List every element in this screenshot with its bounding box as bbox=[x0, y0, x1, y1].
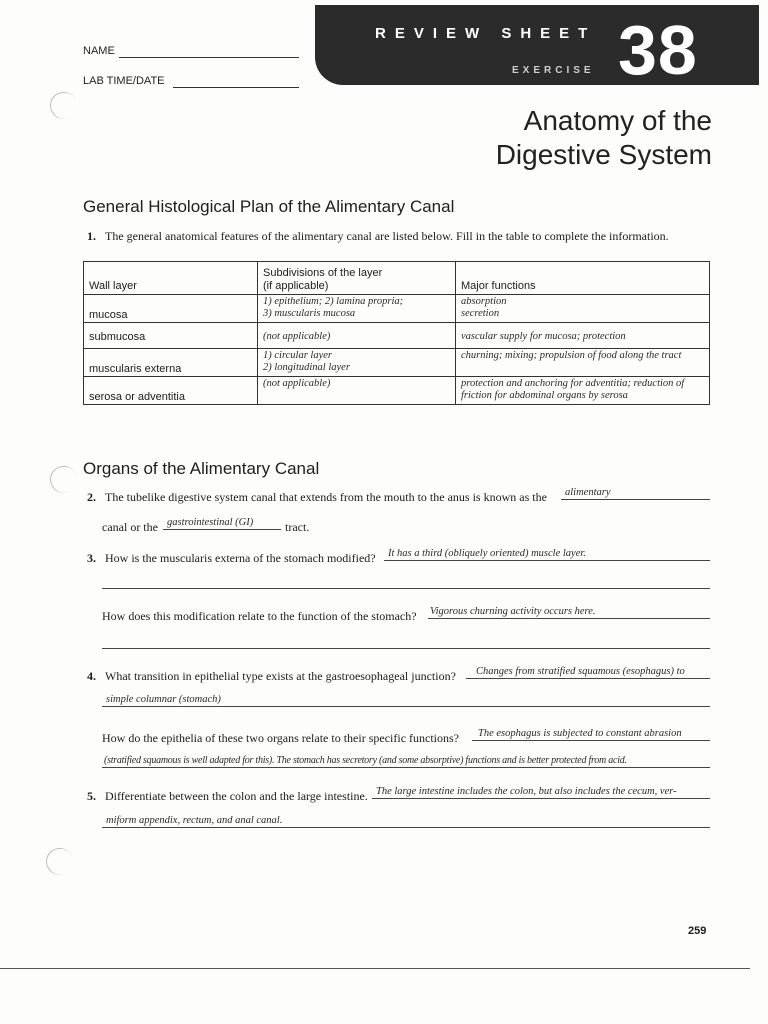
punch-hole-mark bbox=[42, 844, 77, 879]
question-3b bbox=[102, 609, 417, 624]
subdivision-cell[interactable]: 1) circular layer 2) longitudinal layer bbox=[258, 349, 456, 377]
question-text: What transition in epithelial type exists at the gastroesophageal junction? bbox=[105, 669, 456, 683]
wall-layer-cell: mucosa bbox=[84, 295, 258, 323]
exercise-label: EXERCISE bbox=[512, 65, 595, 76]
answer-text: The large intestine includes the colon, but also includes the cecum, ver- bbox=[376, 786, 677, 797]
section-heading-histology: General Histological Plan of the Alimentary Canal bbox=[83, 197, 455, 216]
subdivision-cell[interactable]: (not applicable) bbox=[258, 377, 456, 405]
question-text: Differentiate between the colon and the large intestine. bbox=[105, 789, 368, 803]
header-subdivisions-line2: (if applicable) bbox=[263, 280, 329, 292]
answer-field-q4[interactable] bbox=[466, 664, 710, 679]
question-text: How is the muscularis externa of the stomach modified? bbox=[105, 551, 376, 565]
question-5 bbox=[87, 789, 368, 804]
header-subdivisions bbox=[258, 262, 456, 295]
table-row bbox=[84, 323, 710, 349]
answer-text: (stratified squamous is well adapted for this). The stomach has secretory (and some absorptive) functions and is better protected from acid. bbox=[104, 755, 627, 766]
subdivision-cell[interactable]: (not applicable) bbox=[258, 323, 456, 349]
review-sheet-label: REVIEW SHEET bbox=[375, 25, 597, 42]
answer-field-q3b-blank[interactable] bbox=[102, 634, 710, 649]
question-number: 1. bbox=[87, 229, 96, 243]
review-sheet-banner bbox=[315, 5, 759, 85]
table-header-row bbox=[84, 262, 710, 295]
answer-field-q3[interactable] bbox=[384, 546, 710, 561]
table-row bbox=[84, 377, 710, 405]
question-4b bbox=[102, 731, 459, 746]
section-heading-organs: Organs of the Alimentary Canal bbox=[83, 459, 320, 478]
question-number: 3. bbox=[87, 551, 96, 565]
wall-layer-cell: serosa or adventitia bbox=[84, 377, 258, 405]
answer-text: miform appendix, rectum, and anal canal. bbox=[106, 815, 283, 826]
question-3 bbox=[87, 551, 376, 566]
wall-layer-cell: submucosa bbox=[84, 323, 258, 349]
answer-text: gastrointestinal (GI) bbox=[167, 517, 254, 528]
answer-text: Vigorous churning activity occurs here. bbox=[430, 606, 596, 617]
question-text: How do the epithelia of these two organs relate to their specific functions? bbox=[102, 731, 459, 745]
answer-text: alimentary bbox=[565, 487, 611, 498]
answer-text: It has a third (obliquely oriented) muscle layer. bbox=[388, 548, 586, 559]
question-1 bbox=[87, 229, 669, 244]
answer-field-q5[interactable] bbox=[372, 784, 710, 799]
table-row bbox=[84, 349, 710, 377]
answer-field-q2a[interactable] bbox=[561, 485, 710, 500]
lab-time-date-label: LAB TIME/DATE bbox=[83, 75, 165, 87]
function-cell[interactable]: vascular supply for mucosa; protection bbox=[456, 323, 710, 349]
header-major-functions: Major functions bbox=[456, 262, 710, 295]
answer-field-q5-cont[interactable] bbox=[102, 813, 710, 828]
subdivision-cell[interactable]: 1) epithelium; 2) lamina propria; 3) muscularis mucosa bbox=[258, 295, 456, 323]
header-subdivisions-line1: Subdivisions of the layer bbox=[263, 267, 383, 279]
title-line-2: Digestive System bbox=[495, 139, 712, 170]
answer-text: simple columnar (stomach) bbox=[106, 694, 221, 705]
question-text: The tubelike digestive system canal that extends from the mouth to the anus is known as the bbox=[105, 490, 547, 504]
title-line-1: Anatomy of the bbox=[523, 105, 712, 136]
question-number: 5. bbox=[87, 789, 96, 803]
lab-time-date-field[interactable] bbox=[83, 75, 165, 87]
punch-hole-mark bbox=[46, 88, 81, 123]
answer-field-q3-blank[interactable] bbox=[102, 574, 710, 589]
answer-field-q2b[interactable] bbox=[163, 515, 281, 530]
function-cell[interactable]: churning; mixing; propulsion of food along the tract bbox=[456, 349, 710, 377]
question-number: 4. bbox=[87, 669, 96, 683]
question-4 bbox=[87, 669, 456, 684]
question-2-continued: canal or the bbox=[102, 520, 158, 534]
question-2 bbox=[87, 490, 547, 505]
punch-hole-mark bbox=[46, 462, 81, 497]
header-wall-layer: Wall layer bbox=[84, 262, 258, 295]
answer-text: The esophagus is subjected to constant abrasion bbox=[478, 728, 682, 739]
answer-field-q4-cont[interactable] bbox=[102, 692, 710, 707]
question-2-tract: tract. bbox=[285, 520, 310, 534]
answer-field-q4b[interactable] bbox=[472, 726, 710, 741]
name-field[interactable] bbox=[83, 45, 115, 57]
page-number: 259 bbox=[688, 925, 707, 937]
exercise-number: 38 bbox=[618, 11, 698, 85]
answer-text: Changes from stratified squamous (esophagus) to bbox=[476, 666, 685, 677]
wall-layer-cell: muscularis externa bbox=[84, 349, 258, 377]
table-row bbox=[84, 295, 710, 323]
answer-field-q3b[interactable] bbox=[428, 604, 710, 619]
question-text: How does this modification relate to the function of the stomach? bbox=[102, 609, 417, 623]
name-label: NAME bbox=[83, 45, 115, 57]
page-title bbox=[496, 104, 712, 172]
question-number: 2. bbox=[87, 490, 96, 504]
answer-field-q4b-cont[interactable] bbox=[102, 753, 710, 768]
histology-table bbox=[83, 261, 710, 405]
question-text: The general anatomical features of the alimentary canal are listed below. Fill in the table to complete the information. bbox=[105, 229, 669, 243]
function-cell[interactable]: absorption secretion bbox=[456, 295, 710, 323]
function-cell[interactable]: protection and anchoring for adventitia; reduction of friction for abdominal organs by serosa bbox=[456, 377, 710, 405]
page-bottom-rule bbox=[0, 968, 750, 969]
